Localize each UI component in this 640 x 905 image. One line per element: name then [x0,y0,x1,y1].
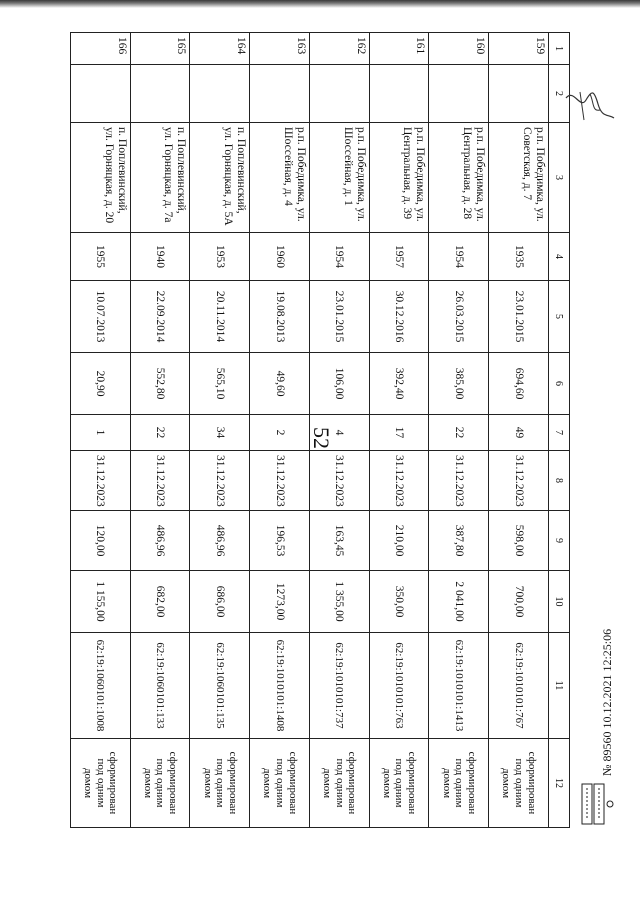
quantity-cell: 17 [369,415,429,451]
date-cell: 10.07.2013 [71,281,131,353]
value-col9-cell: 598,00 [489,511,549,571]
column-2-cell [369,65,429,123]
housing-register-table [70,32,570,828]
year-built-cell: 1955 [71,233,131,281]
column-2-cell [190,65,250,123]
row-number: 159 [489,33,549,65]
handwritten-signature [560,80,620,130]
rotated-table-frame [70,32,570,827]
cadastral-number-cell: 62:19:1060101:1008 [71,633,131,739]
land-status-cell: сформирован под одним домом [489,739,549,828]
term-date-cell: 31.12.2023 [130,451,190,511]
value-col10-cell: 686,00 [190,571,250,633]
address-cell: р.п. Победимка, ул. Центральная, д. 39 [369,123,429,233]
row-number: 161 [369,33,429,65]
quantity-cell: 22 [429,415,489,451]
area-cell: 49,60 [250,353,310,415]
land-status-cell: сформирован под одним домом [190,739,250,828]
table-row [250,33,310,828]
year-built-cell: 1954 [429,233,489,281]
value-col9-cell: 486,96 [130,511,190,571]
cadastral-number-cell: 62:19:1060101:135 [190,633,250,739]
value-col9-cell: 486,96 [190,511,250,571]
scan-edge [0,0,640,8]
page-number: 52 [309,427,334,449]
table-row [190,33,250,828]
cadastral-number-cell: 62:19:1010101:1408 [250,633,310,739]
column-2-cell [489,65,549,123]
value-col10-cell: 1 155,00 [71,571,131,633]
row-number: 162 [310,33,370,65]
term-date-cell: 31.12.2023 [190,451,250,511]
date-cell: 19.08.2013 [250,281,310,353]
quantity-cell: 1 [71,415,131,451]
date-cell: 23.01.2015 [489,281,549,353]
row-number: 160 [429,33,489,65]
quantity-cell: 22 [130,415,190,451]
area-cell: 20,90 [71,353,131,415]
address-cell: п. Поплевинский, ул. Горняцкая, д. 7а [130,123,190,233]
value-col9-cell: 163,45 [310,511,370,571]
column-number-header: 5 [549,281,570,353]
address-cell: п. Поплевинский, ул. Горняцкая, д. 5А [190,123,250,233]
row-number: 164 [190,33,250,65]
value-col10-cell: 700,00 [489,571,549,633]
column-number-header: 3 [549,123,570,233]
value-col10-cell: 682,00 [130,571,190,633]
table-row [130,33,190,828]
quantity-cell: 49 [489,415,549,451]
column-2-cell [310,65,370,123]
registration-footer: № 89560 10.12.2021 12:25:06 [600,628,614,776]
area-cell: 106,00 [310,353,370,415]
term-date-cell: 31.12.2023 [489,451,549,511]
cadastral-number-cell: 62:19:1010101:1413 [429,633,489,739]
value-col10-cell: 2 041,00 [429,571,489,633]
column-2-cell [250,65,310,123]
year-built-cell: 1957 [369,233,429,281]
land-status-cell: сформирован под одним домом [310,739,370,828]
land-status-cell: сформирован под одним домом [71,739,131,828]
area-cell: 694,60 [489,353,549,415]
year-built-cell: 1935 [489,233,549,281]
date-cell: 22.09.2014 [130,281,190,353]
year-built-cell: 1953 [190,233,250,281]
term-date-cell: 31.12.2023 [250,451,310,511]
year-built-cell: 1940 [130,233,190,281]
table-row [369,33,429,828]
land-status-cell: сформирован под одним домом [250,739,310,828]
address-cell: п. Поплевинский, ул. Горняцкая, д. 20 [71,123,131,233]
column-number-header: 9 [549,511,570,571]
area-cell: 565,10 [190,353,250,415]
column-number-header: 12 [549,739,570,828]
value-col9-cell: 196,53 [250,511,310,571]
column-2-cell [130,65,190,123]
address-cell: р.п. Победимка, ул. Центральная, д. 28 [429,123,489,233]
date-cell: 23.01.2015 [310,281,370,353]
table-row [429,33,489,828]
value-col9-cell: 387,80 [429,511,489,571]
column-number-header: 1 [549,33,570,65]
column-number-header: 8 [549,451,570,511]
land-status-cell: сформирован под одним домом [429,739,489,828]
column-number-header: 6 [549,353,570,415]
column-number-header: 4 [549,233,570,281]
land-status-cell: сформирован под одним домом [369,739,429,828]
column-number-header: 10 [549,571,570,633]
term-date-cell: 31.12.2023 [71,451,131,511]
term-date-cell: 31.12.2023 [369,451,429,511]
quantity-cell: 4 [310,415,370,451]
quantity-cell: 34 [190,415,250,451]
area-cell: 385,00 [429,353,489,415]
row-number: 163 [250,33,310,65]
cadastral-number-cell: 62:19:1060101:133 [130,633,190,739]
row-number: 166 [71,33,131,65]
cadastral-number-cell: 62:19:1010101:763 [369,633,429,739]
date-cell: 26.03.2015 [429,281,489,353]
row-number: 165 [130,33,190,65]
table-body [71,33,549,828]
land-status-cell: сформирован под одним домом [130,739,190,828]
area-cell: 392,40 [369,353,429,415]
quantity-cell: 2 [250,415,310,451]
term-date-cell: 31.12.2023 [429,451,489,511]
table-row [489,33,549,828]
column-number-header: 2 [549,65,570,123]
column-number-header: 11 [549,633,570,739]
year-built-cell: 1960 [250,233,310,281]
date-cell: 30.12.2016 [369,281,429,353]
value-col10-cell: 1273,00 [250,571,310,633]
registration-stamp-icon [580,780,624,828]
year-built-cell: 1954 [310,233,370,281]
date-cell: 20.11.2014 [190,281,250,353]
value-col9-cell: 210,00 [369,511,429,571]
table-wrapper [70,32,570,827]
address-cell: р.п. Победимка, ул. Советская, д. 7 [489,123,549,233]
value-col10-cell: 1 355,00 [310,571,370,633]
value-col10-cell: 350,00 [369,571,429,633]
area-cell: 552,80 [130,353,190,415]
value-col9-cell: 120,00 [71,511,131,571]
column-2-cell [71,65,131,123]
table-row [310,33,370,828]
term-date-cell: 31.12.2023 [310,451,370,511]
column-number-header: 7 [549,415,570,451]
cadastral-number-cell: 62:19:1010101:767 [489,633,549,739]
cadastral-number-cell: 62:19:1010101:737 [310,633,370,739]
column-number-row [549,33,570,828]
column-2-cell [429,65,489,123]
table-row [71,33,131,828]
address-cell: р.п. Победимка, ул. Шоссейная, д. 1 [310,123,370,233]
address-cell: р.п. Победимка, ул. Шоссейная, д. 4 [250,123,310,233]
